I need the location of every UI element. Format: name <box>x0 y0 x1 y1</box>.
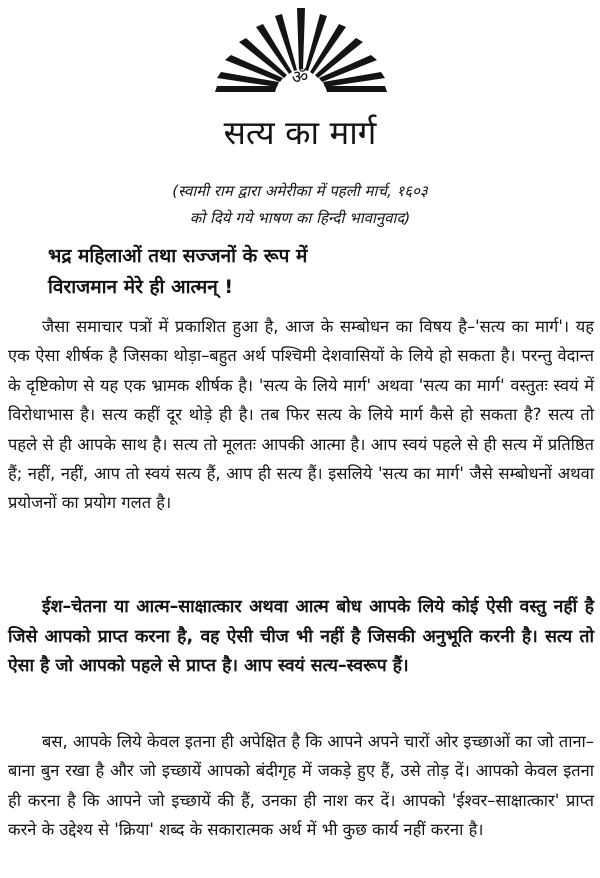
sun-ray <box>215 86 277 92</box>
paragraph-1: जैसा समाचार पत्रों में प्रकाशित हुआ है, आज के सम्बोधन का विषय है–'सत्य का मार्ग'। यह एक ऐसा शीर्षक है जिसका थोड़ा–बहुत अर्थ पश्चिमी देशवासियों के लिये हो सकता है। परन्तु वेदान्त के दृष्टिकोण से यह एक भ्रामक शीर्षक है। 'सत्य के लिये मार्ग' अथवा 'सत्य का मार्ग' वस्तुतः स्वयं में विरोधाभास है। सत्य कहीं दूर थोड़े ही है। तब फिर सत्य के लिये मार्ग कैसे हो सकता है? सत्य तो पहले से ही आपके साथ है। सत्य तो मूलतः आपकी आत्मा है। आप स्वयं पहले से ही सत्य में प्रतिष्ठित हैं; नहीं, नहीं, आप तो स्वयं सत्य हैं, आप ही सत्य हैं। इसलिये 'सत्य का मार्ग' जैसे सम्बोधनों अथवा प्रयोजनों का प्रयोग गलत है। <box>8 317 594 513</box>
om-symbol: ॐ <box>291 67 309 88</box>
salutation-line-1: भद्र महिलाओं तथा सज्जनों के रूप में <box>48 245 308 267</box>
paragraph-3: बस, आपके लिये केवल इतना ही अपेक्षित है कि आपने अपने चारों ओर इच्छाओं का जो ताना–बाना बुन रखा है और जो इच्छायें आपको बंदीगृह में जकड़े हुए हैं, उसे तोड़ दें। आपको केवल इतना ही करना है कि आपने जो इच्छायें की हैं, उनका ही नाश कर दें। आपको 'ईश्वर–साक्षात्कार' प्राप्त करने के उद्देश्य से 'क्रिया' शब्द के सकारात्मक अर्थ में भी कुछ कार्य नहीं करना है। <box>8 732 594 840</box>
paragraph-2: ईश–चेतना या आत्म–साक्षात्कार अथवा आत्म बोध आपके लिये कोई ऐसी वस्तु नहीं है जिसे आपको प्राप्त करना है, वह ऐसी चीज भी नहीं है जिसकी अनुभूति करनी है। सत्य तो ऐसा है जो आपको पहले से प्राप्त है। आप स्वयं सत्य–स्वरूप हैं। <box>8 597 594 677</box>
salutation-line-2: विराजमान मेरे ही आत्मन् ! <box>48 276 234 298</box>
subtitle-line-2: को दिये गये भाषण का हिन्दी भावानुवाद) <box>189 209 411 227</box>
subtitle-line-1: (स्वामी राम द्वारा अमेरीका में पहली मार्च, १६०३ <box>172 182 428 200</box>
chapter-title: सत्य का मार्ग <box>223 113 377 152</box>
sun-ray <box>325 86 387 92</box>
sun-ray <box>297 8 305 69</box>
